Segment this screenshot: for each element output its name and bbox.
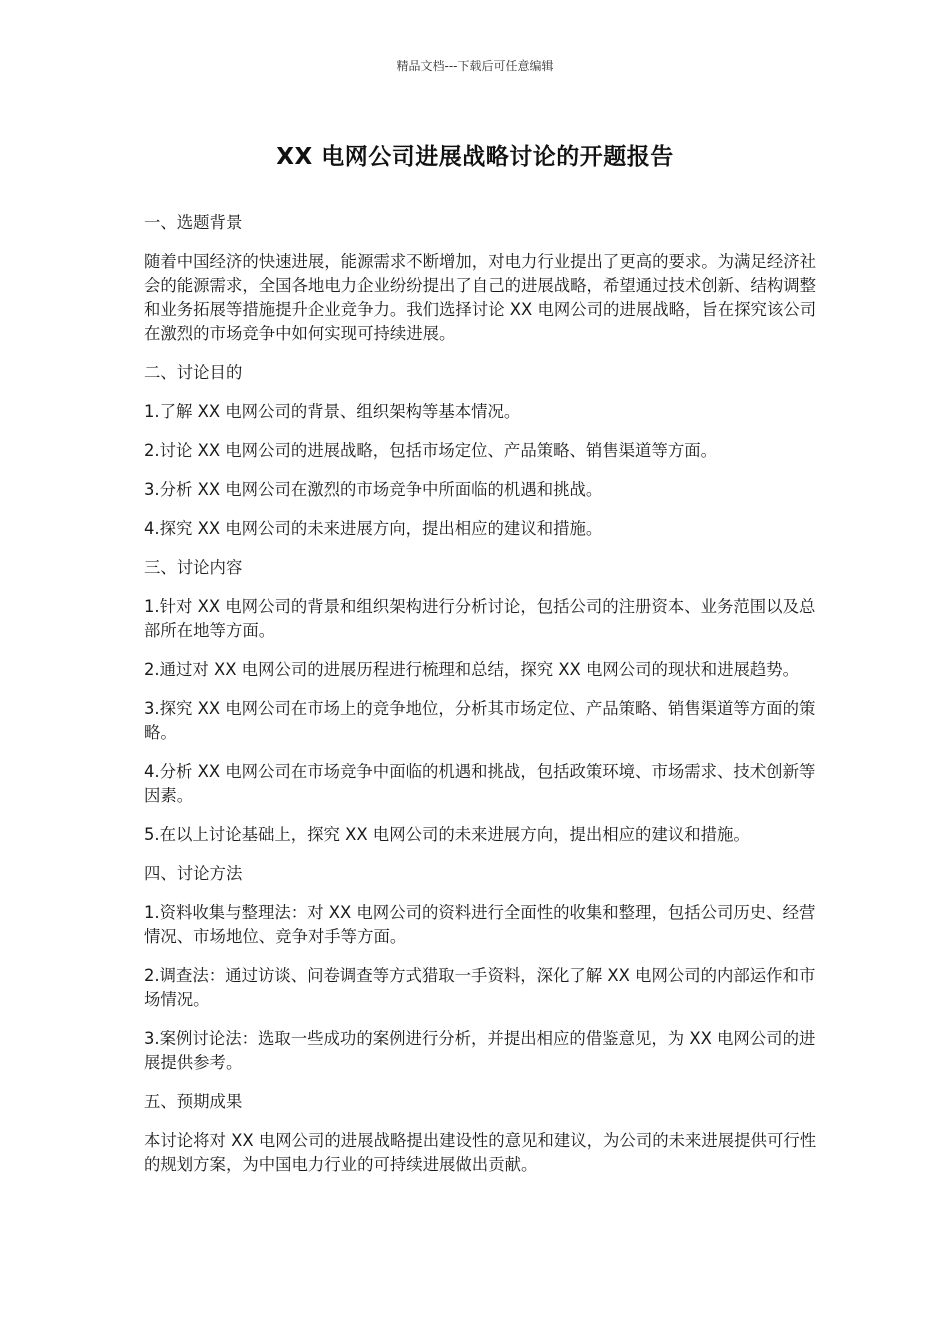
document-title: XX 电网公司进展战略讨论的开题报告 [276,144,674,170]
list-item: 1.针对 XX 电网公司的背景和组织架构进行分析讨论，包括公司的注册资本、业务范围以及总部所在地等方面。 [144,597,816,640]
list-item: 3.案例讨论法：选取一些成功的案例进行分析，并提出相应的借鉴意见，为 XX 电网公司的进展提供参考。 [144,1029,816,1072]
section-heading-content: 三、讨论内容 [144,558,243,577]
paragraph: 随着中国经济的快速进展，能源需求不断增加，对电力行业提出了更高的要求。为满足经济社会的能源需求，全国各地电力企业纷纷提出了自己的进展战略，希望通过技术创新、结构调整和业务拓展等措施提升企业竞争力。我们选择讨论 XX 电网公司的进展战略，旨在探究该公司在激烈的市场竞争中如何实现可持续进展。 [144,252,817,343]
list-item: 2.调查法：通过访谈、问卷调查等方式猎取一手资料，深化了解 XX 电网公司的内部运作和市场情况。 [144,966,816,1009]
list-item: 4.分析 XX 电网公司在市场竞争中面临的机遇和挑战，包括政策环境、市场需求、技术创新等因素。 [144,762,816,805]
list-item: 5.在以上讨论基础上，探究 XX 电网公司的未来进展方向，提出相应的建议和措施。 [144,825,750,844]
list-item: 2.通过对 XX 电网公司的进展历程进行梳理和总结，探究 XX 电网公司的现状和进展趋势。 [144,660,800,679]
list-item: 1.资料收集与整理法：对 XX 电网公司的资料进行全面性的收集和整理，包括公司历史、经营情况、市场地位、竞争对手等方面。 [144,903,816,946]
list-item: 1.了解 XX 电网公司的背景、组织架构等基本情况。 [144,402,521,421]
section-heading-method: 四、讨论方法 [144,864,243,883]
list-item: 4.探究 XX 电网公司的未来进展方向，提出相应的建议和措施。 [144,519,603,538]
list-item: 3.探究 XX 电网公司在市场上的竞争地位，分析其市场定位、产品策略、销售渠道等方面的策略。 [144,699,816,742]
section-heading-expected-results: 五、预期成果 [144,1092,243,1111]
paragraph: 本讨论将对 XX 电网公司的进展战略提出建设性的意见和建议，为公司的未来进展提供可行性的规划方案，为中国电力行业的可持续进展做出贡献。 [144,1131,817,1174]
document-body [144,211,824,1192]
list-item: 2.讨论 XX 电网公司的进展战略，包括市场定位、产品策略、销售渠道等方面。 [144,441,718,460]
section-heading-background: 一、选题背景 [144,213,243,232]
section-heading-purpose: 二、讨论目的 [144,363,243,382]
list-item: 3.分析 XX 电网公司在激烈的市场竞争中所面临的机遇和挑战。 [144,480,603,499]
header-note: 精品文档---下载后可任意编辑 [396,59,554,73]
